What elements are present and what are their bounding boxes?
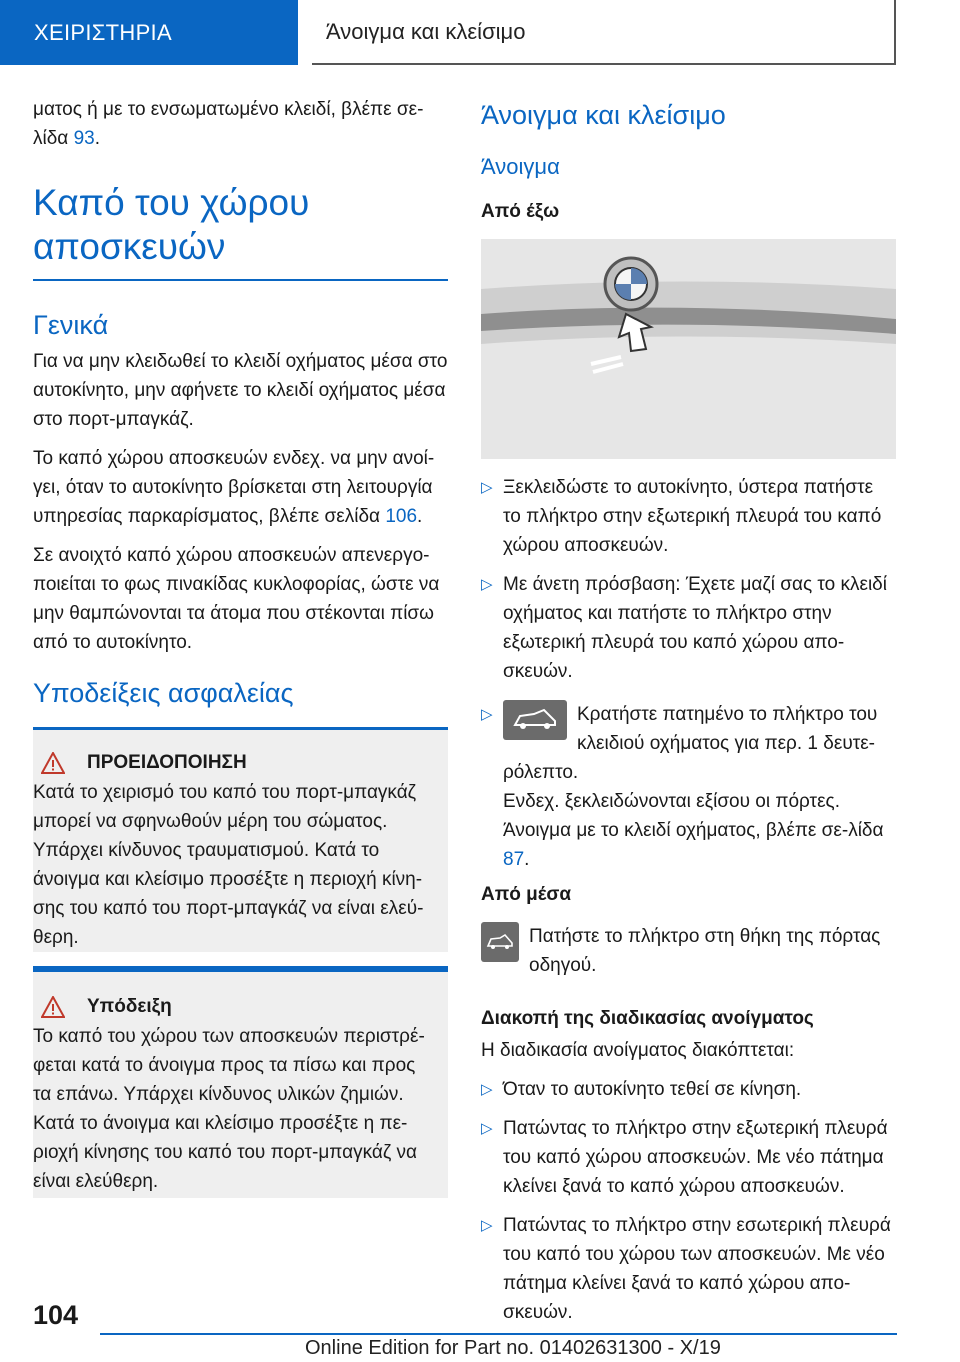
caution-triangle-icon [41, 996, 65, 1018]
bullet-triangle-icon: ▷ [481, 1120, 493, 1137]
outside-step-1: ▷ Ξεκλειδώστε το αυτοκίνητο, ύστερα πατήστε το πλήκτρο στην εξωτερική πλευρά του καπό χώρου αποσκευών. [481, 473, 896, 560]
warning-title: ΠΡΟΕΙΔΟΠΟΙΗΣΗ [87, 752, 247, 773]
right-column [481, 95, 896, 1337]
abort-step-2: ▷ Πατώντας το πλήκτρο στην εξωτερική πλευρά του καπό χώρου αποσκευών. Με νέο πάτημα κλείνει ξανά το καπό χώρου αποσκευών. [481, 1114, 896, 1201]
outside-heading: Από έξω [481, 201, 560, 222]
note-title: Υπόδειξη [87, 996, 172, 1017]
topic-header [312, 0, 896, 65]
inside-heading: Από μέσα [481, 884, 572, 905]
warning-text: Κατά το χειρισμό του καπό του πορτ-μπαγκάζ μπορεί να σφηνωθούν μέρη του σώματος. Υπάρχει κίνδυνος τραυματισμού. Κατά το άνοιγμα και κλείσιμο προσέξτε η περιοχή κίνη-σης του καπό του πορτ-μπαγκάζ να είναι ελεύ-θερη. [33, 782, 424, 948]
key-trunk-button-icon [503, 700, 567, 740]
warning-box [33, 727, 448, 952]
note-box [33, 966, 448, 1198]
open-close-title: Άνοιγμα και κλείσιμο [481, 100, 726, 130]
bullet-triangle-icon: ▷ [481, 706, 493, 723]
page-link-106[interactable]: 106 [385, 506, 418, 527]
abort-heading: Διακοπή της διαδικασίας ανοίγματος [481, 1008, 814, 1029]
bullet-triangle-icon: ▷ [481, 479, 493, 496]
general-paragraph-2: Το καπό χώρου αποσκευών ενδεχ. να μην ανοί-γει, όταν το αυτοκίνητο βρίσκεται στη λειτουργία υπηρεσίας παρκαρίσματος, βλέπε σελίδα 106. [33, 448, 435, 527]
abort-step-1: ▷ Όταν το αυτοκίνητο τεθεί σε κίνηση. [481, 1075, 896, 1104]
general-paragraph-1: Για να μην κλειδωθεί το κλειδί οχήματος μέσα στο αυτοκίνητο, μην αφήνετε το κλειδί οχήματος μέσα στο πορτ-μπαγκάζ. [33, 351, 448, 430]
general-heading: Γενικά [33, 310, 109, 340]
trunk-button-illustration [481, 239, 896, 459]
general-paragraph-3: Σε ανοιχτό καπό χώρου αποσκευών απενεργο-ποιείται το φως πινακίδας κυκλοφορίας, ώστε να μην θαμπώνονται τα άτομα που στέκονται πίσω από το αυτοκίνητο. [33, 545, 440, 653]
footer-rule [100, 1333, 897, 1335]
warning-triangle-icon [41, 752, 65, 774]
edition-text: Online Edition for Part no. 01402631300 - X/19 [305, 1337, 721, 1359]
bullet-triangle-icon: ▷ [481, 1081, 493, 1098]
intro-paragraph: ματος ή με το ενσωματωμένο κλειδί, βλέπε σε-λίδα 93. [33, 99, 424, 149]
section-tab [0, 0, 298, 65]
page-link-87[interactable]: 87 [503, 849, 525, 870]
left-column [33, 95, 448, 1198]
door-trunk-button-icon [481, 922, 519, 962]
topic-title: Άνοιγμα και κλείσιμο [326, 18, 526, 44]
bullet-triangle-icon: ▷ [481, 1217, 493, 1234]
outside-step-2: ▷ Με άνετη πρόσβαση: Έχετε μαζί σας το κλειδί οχήματος και πατήστε το πλήκτρο στην εξωτερική πλευρά του καπό χώρου απο-σκευών. [481, 570, 896, 686]
opening-heading: Άνοιγμα [481, 154, 560, 179]
title-rule [33, 279, 448, 281]
outside-step-3: ▷ Κρατήστε πατημένο το πλήκτρο του κλειδιού οχήματος για περ. 1 δευτε- ρόλεπτο. Ενδεχ. ξεκλειδώνονται εξίσου οι πόρτες. Άνοιγμα με το κλειδί οχήματος, βλέπε σε-λίδα 87. [481, 700, 896, 874]
trunk-lid-title: Καπό του χώρου αποσκευών [33, 182, 310, 267]
abort-step-3: ▷ Πατώντας το πλήκτρο στην εσωτερική πλευρά του καπό του χώρου των αποσκευών. Με νέο πάτημα κλείνει ξανά το καπό χώρου απο-σκευών. [481, 1211, 896, 1327]
note-text: Το καπό του χώρου των αποσκευών περιστρέ-φεται κατά το άνοιγμα προς τα πίσω και προς τα επάνω. Υπάρχει κίνδυνος υλικών ζημιών. Κατά το άνοιγμα και κλείσιμο προσέξτε η πε-ριοχή κίνησης του καπό του πορτ-μπαγκάζ να είναι ελεύθερη. [33, 1026, 425, 1192]
section-title: ΧΕΙΡΙΣΤΗΡΙΑ [34, 19, 172, 45]
page-number: 104 [33, 1300, 79, 1330]
abort-intro: Η διαδικασία ανοίγματος διακόπτεται: [481, 1040, 795, 1061]
safety-heading: Υποδείξεις ασφαλείας [33, 678, 294, 708]
inside-step: Πατήστε το πλήκτρο στη θήκη της πόρτας οδηγού. [481, 922, 896, 990]
page-link-93[interactable]: 93 [73, 128, 95, 149]
bullet-triangle-icon: ▷ [481, 576, 493, 593]
